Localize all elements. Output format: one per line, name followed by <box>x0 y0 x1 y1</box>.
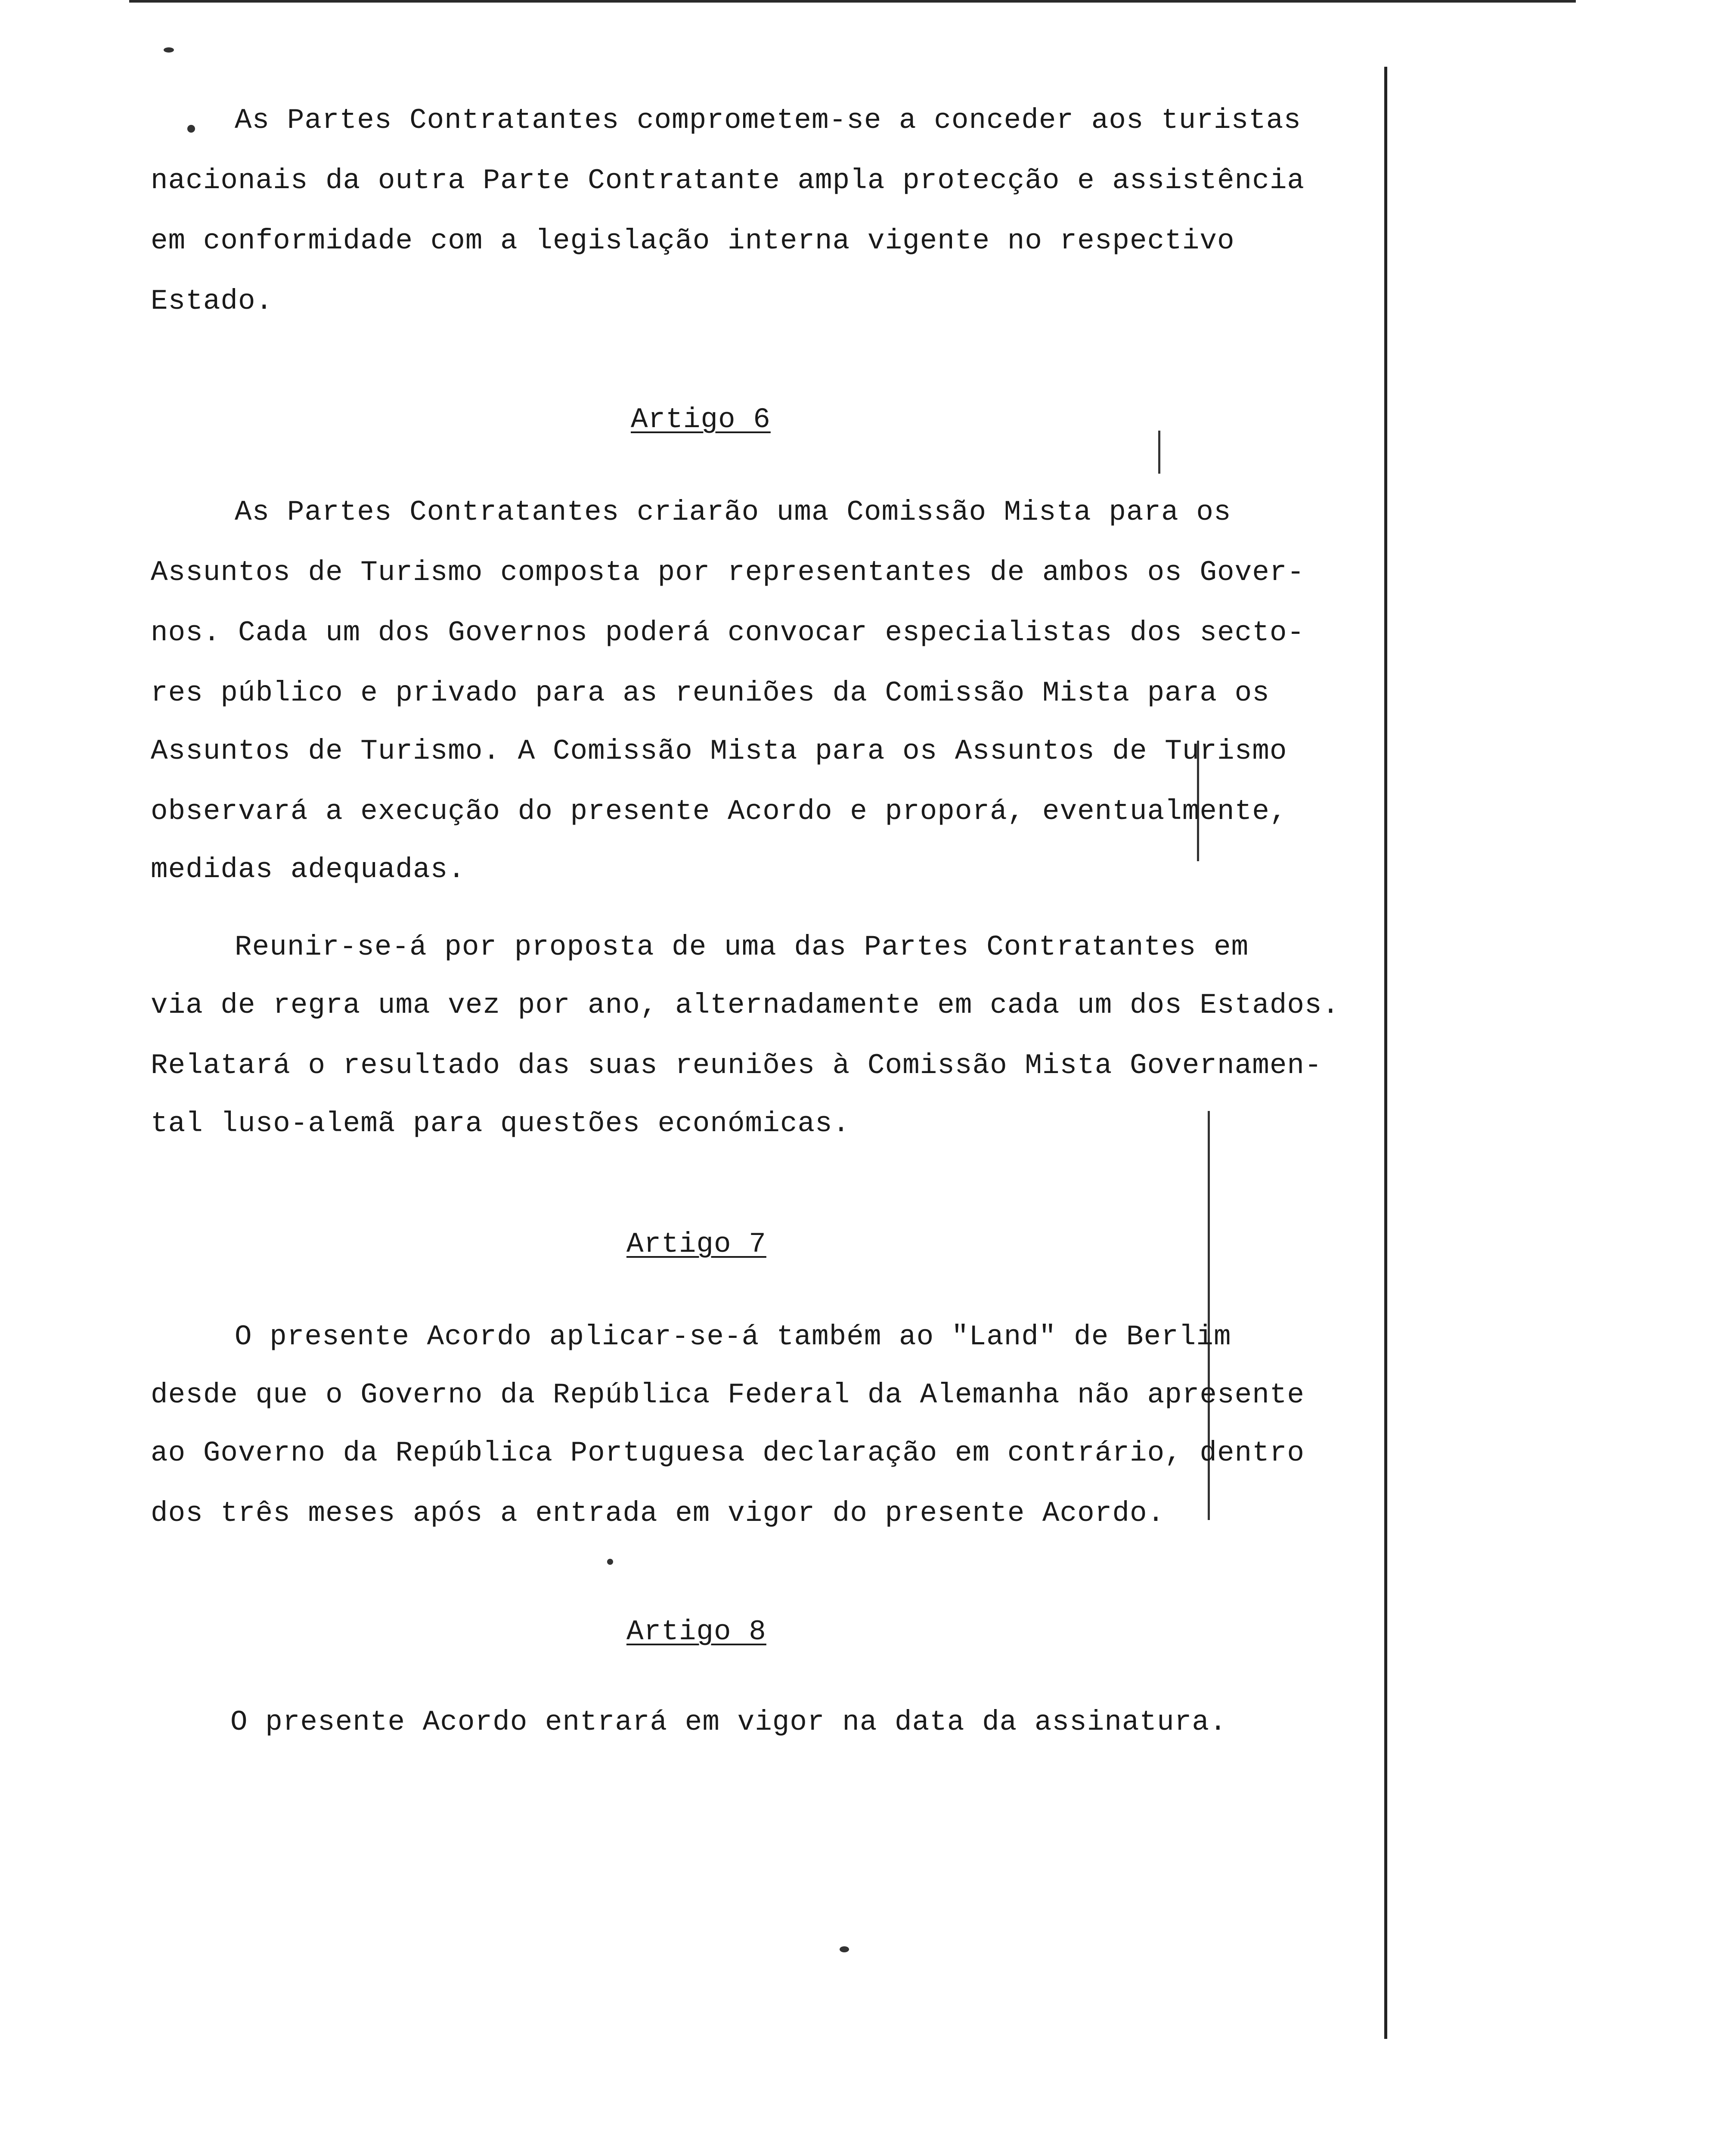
artigo-6-p1-line-3: nos. Cada um dos Governos poderá convocar especialistas dos secto- <box>151 617 1305 649</box>
speck <box>607 1559 613 1565</box>
intro-line-4: Estado. <box>151 285 273 317</box>
intro-line-3: em conformidade com a legislação interna vigente no respectivo <box>151 225 1235 257</box>
artigo-6-p1-line-4: res público e privado para as reuniões da Comissão Mista para os <box>151 677 1270 709</box>
artigo-6-p1-line-5: Assuntos de Turismo. A Comissão Mista para os Assuntos de Turismo <box>151 735 1287 767</box>
artigo-6-p2-line-4: tal luso-alemã para questões económicas. <box>151 1108 850 1140</box>
artigo-6-p2-line-3: Relatará o resultado das suas reuniões à Comissão Mista Governamen- <box>151 1049 1322 1082</box>
artigo-8-line-1: O presente Acordo entrará em vigor na data da assinatura. <box>230 1706 1227 1738</box>
speck <box>164 47 174 53</box>
speck <box>840 1946 849 1952</box>
artigo-6-p2-line-2: via de regra uma vez por ano, alternadamente em cada um dos Estados. <box>151 989 1340 1021</box>
speck <box>187 125 195 133</box>
margin-mark <box>1158 431 1160 474</box>
artigo-7-line-2: desde que o Governo da República Federal da Alemanha não apresente <box>151 1379 1305 1411</box>
artigo-6-p1-line-7: medidas adequadas. <box>151 853 465 886</box>
artigo-7-line-1: O presente Acordo aplicar-se-á também ao "Land" de Berlim <box>235 1321 1231 1353</box>
artigo-6-p2-line-1: Reunir-se-á por proposta de uma das Partes Contratantes em <box>235 931 1249 963</box>
artigo-6-p1-line-2: Assuntos de Turismo composta por representantes de ambos os Gover- <box>151 556 1305 589</box>
artigo-7-line-3: ao Governo da República Portuguesa declaração em contrário, dentro <box>151 1437 1305 1469</box>
right-margin-line <box>1384 67 1387 2039</box>
artigo-7-line-4: dos três meses após a entrada em vigor do presente Acordo. <box>151 1497 1165 1529</box>
artigo-6-heading: Artigo 6 <box>631 403 771 436</box>
intro-line-2: nacionais da outra Parte Contratante ampla protecção e assistência <box>151 164 1305 197</box>
top-border-line <box>129 0 1576 3</box>
artigo-6-p1-line-6: observará a execução do presente Acordo e proporá, eventualmente, <box>151 795 1287 828</box>
artigo-8-heading: Artigo 8 <box>626 1616 766 1648</box>
intro-line-1: As Partes Contratantes comprometem-se a conceder aos turistas <box>235 104 1301 137</box>
artigo-6-p1-line-1: As Partes Contratantes criarão uma Comissão Mista para os <box>235 496 1231 528</box>
artigo-7-heading: Artigo 7 <box>626 1228 766 1260</box>
